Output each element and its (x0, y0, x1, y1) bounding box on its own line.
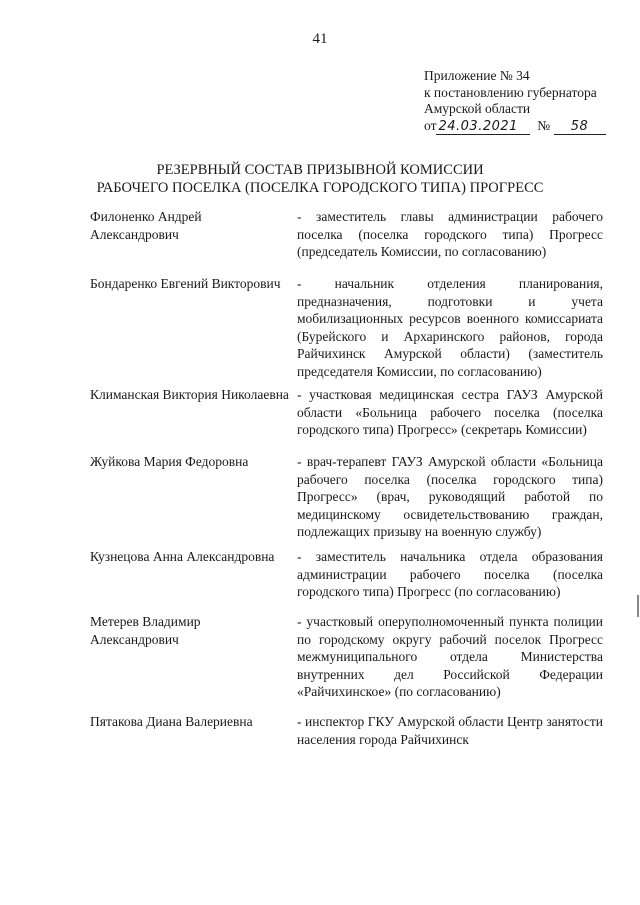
member-name: Жуйкова Мария Федоровна (90, 454, 249, 469)
title-line-1: РЕЗЕРВНЫЙ СОСТАВ ПРИЗЫВНОЙ КОМИССИИ (156, 162, 484, 178)
title-line-2: РАБОЧЕГО ПОСЕЛКА (ПОСЕЛКА ГОРОДСКОГО ТИПА) ПРОГРЕСС (96, 180, 544, 196)
member-role: - начальник отделения планирования, предназначения, подготовки и учета мобилизационных ресурсов военного комиссариата (Бурейского и Архаринского районов, города Райчихинск Амурской области) (заместитель председателя Комиссии, по согласованию) (297, 276, 603, 379)
member-name: Метерев Владимир Александрович (90, 614, 201, 647)
scan-edge-mark (637, 595, 639, 617)
member-name: Бондаренко Евгений Викторович (90, 276, 281, 291)
member-role: - участковая медицинская сестра ГАУЗ Амурской области «Больница рабочего поселка (поселка городского типа) Прогресс» (секретарь Комиссии) (297, 387, 603, 437)
member-role: - заместитель главы администрации рабочего поселка (поселка городского типа) Прогресс (председатель Комиссии, по согласованию) (297, 209, 603, 259)
member-name: Пятакова Диана Валериевна (90, 714, 253, 729)
decree-date: 24.03.2021 (436, 119, 530, 135)
member-name: Филоненко Андрей Александрович (90, 209, 202, 242)
member-role: - участковый оперуполномоченный пункта полиции по городскому округу рабочий поселок Прогресс межмуниципального отдела Министерства внутренних дел Российской Федерации «Райчихинское» (по согласованию) (297, 614, 603, 699)
page-number: 41 (312, 31, 328, 47)
member-role: - инспектор ГКУ Амурской области Центр занятости населения города Райчихинск (297, 714, 603, 747)
member-role: - врач-терапевт ГАУЗ Амурской области «Больница рабочего поселка (поселка городского типа) Прогресс» (врач, руководящий работой по медицинскому освидетельствованию граждан, подлежащих призыву на военную службу) (297, 454, 603, 539)
decree-date-line (424, 118, 629, 135)
appendix-line-1: Приложение № 34 (424, 68, 530, 83)
member-name: Климанская Виктория Николаевна (90, 387, 289, 402)
member-role: - заместитель начальника отдела образования администрации рабочего поселка (поселка городского типа) Прогресс (по согласованию) (297, 549, 603, 599)
document-title (0, 161, 640, 197)
appendix-block (424, 68, 629, 135)
decree-number: 58 (554, 119, 606, 135)
appendix-line-2: к постановлению губернатора (424, 84, 597, 100)
number-prefix: № (537, 117, 551, 133)
appendix-line-3: Амурской области (424, 101, 531, 116)
from-prefix: от (424, 117, 437, 133)
member-name: Кузнецова Анна Александровна (90, 549, 275, 564)
